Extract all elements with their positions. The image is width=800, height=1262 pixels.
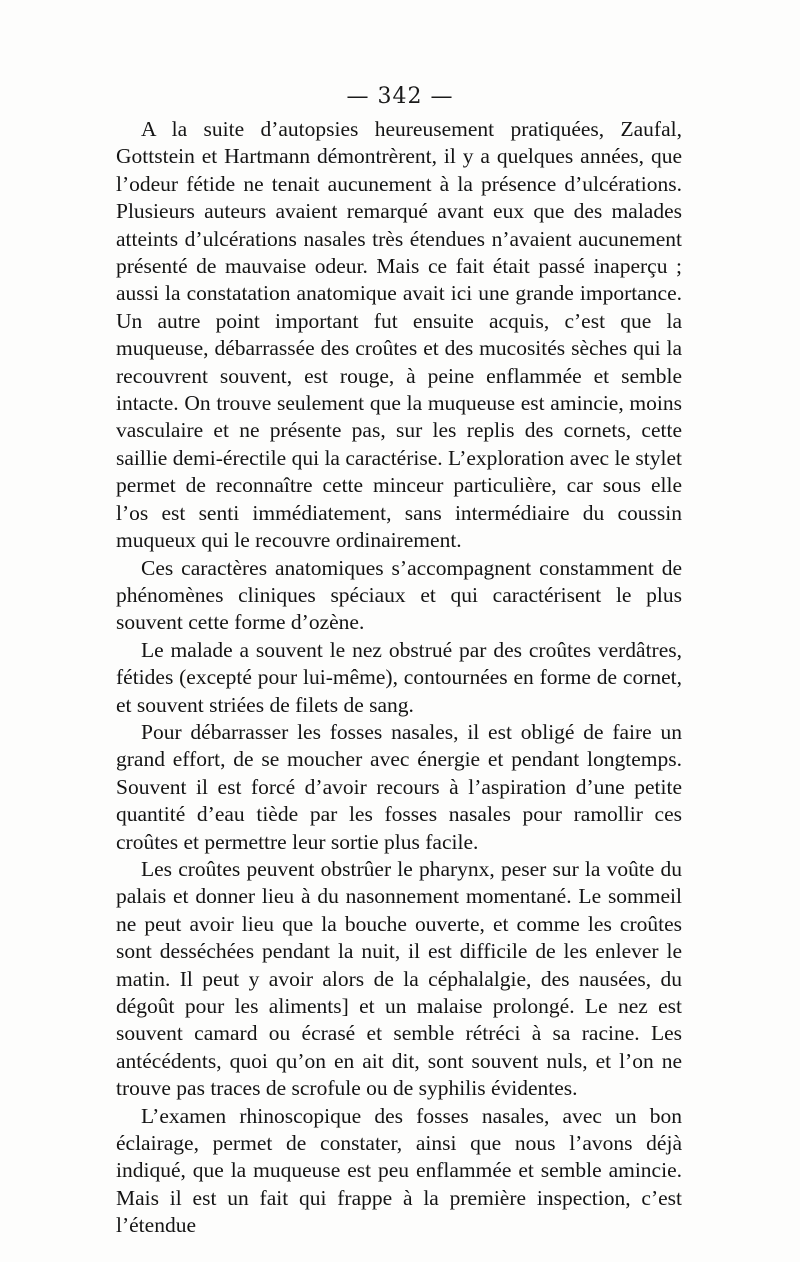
paragraph: L’examen rhinoscopique des fosses nasales, avec un bon éclairage, permet de constater, ainsi que nous l’avons déjà indiqué, que la muqueuse est peu enflammée et semble amincie. Mais il est un fait qui frappe à la première inspection, c’est l’étendue [116,1103,682,1238]
paragraph: Le malade a souvent le nez obstrué par des croûtes verdâtres, fétides (excepté pour lui-même), contournées en forme de cornet, et souvent striées de filets de sang. [116,637,682,717]
paragraph: Les croûtes peuvent obstrûer le pharynx, peser sur la voûte du palais et donner lieu à du nasonnement momentané. Le sommeil ne peut avoir lieu que la bouche ouverte, et comme les croûtes sont desséchées pendant la nuit, il est difficile de les enlever le matin. Il peut y avoir alors de la céphalalgie, des nausées, du dégoût pour les aliments] et un malaise prolongé. Le nez est souvent camard ou écrasé et semble rétréci à sa racine. Les antécédents, quoi qu’on en ait dit, sont souvent nuls, et l’on ne trouve pas traces de scrofule ou de syphilis évidentes. [116,856,682,1101]
paragraph: Pour débarrasser les fosses nasales, il est obligé de faire un grand effort, de se moucher avec énergie et pendant longtemps. Souvent il est forcé d’avoir recours à l’aspiration d’une petite quantité d’eau tiède par les fosses nasales pour ramollir ces croûtes et permettre leur sortie plus facile. [116,719,682,854]
page-number: — 342 — [346,84,454,109]
paragraph: A la suite d’autopsies heureusement pratiquées, Zaufal, Gottstein et Hartmann démontrèrent, il y a quelques années, que l’odeur fétide ne tenait aucunement à la présence d’ulcérations. Plusieurs auteurs avaient remarqué avant eux que des malades atteints d’ulcérations nasales très étendues n’avaient aucunement présenté de mauvaise odeur. Mais ce fait était passé inaperçu ; aussi la constatation anatomique avait ici une grande importance. Un autre point important fut ensuite acquis, c’est que la muqueuse, débarrassée des croûtes et des mucosités sèches qui la recouvrent souvent, est rouge, à peine enflammée et semble intacte. On trouve seulement que la muqueuse est amincie, moins vasculaire et ne présente pas, sur les replis des cornets, cette saillie demi-érectile qui la caractérise. L’exploration avec le stylet permet de reconnaître cette minceur particulière, car sous elle l’os est senti immédiatement, sans intermédiaire du coussin muqueux qui le recouvre ordinairement. [116,117,682,553]
body-text [116,116,682,1240]
paragraph: Ces caractères anatomiques s’accompagnent constamment de phénomènes cliniques spéciaux et qui caractérisent le plus souvent cette forme d’ozène. [116,555,682,635]
